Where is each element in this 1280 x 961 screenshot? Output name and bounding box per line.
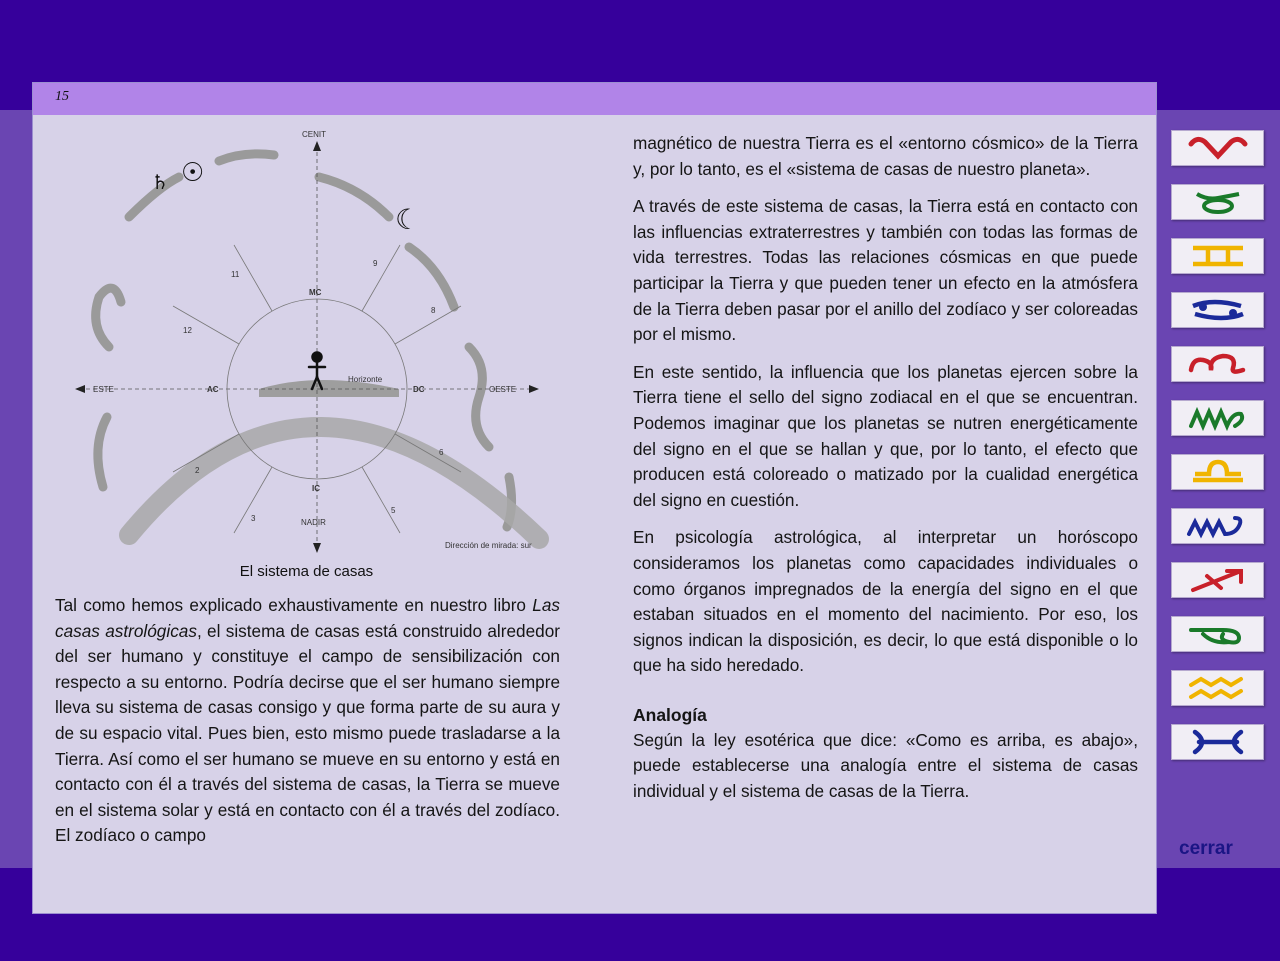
leo-button[interactable] <box>1171 346 1264 382</box>
house-label-11: 11 <box>231 270 240 279</box>
right-paragraph-5: Según la ley esotérica que dice: «Como es arriba, es abajo», puede establecerse una analogía entre el sistema de casas individual y el sistema de casas de la Tierra. <box>633 729 1138 802</box>
label-nadir: NADIR <box>301 518 326 527</box>
sun-icon: ☉ <box>181 158 205 188</box>
saturn-icon: ♄ <box>151 170 169 194</box>
sagittarius-button[interactable] <box>1171 562 1264 598</box>
right-paragraph-4: En psicología astrológica, al interpretar un horóscopo consideramos los planetas como capacidades individuales o como órganos impregnados de la energía del signo en el que estaban situados en el momento del nacimiento. Por eso, los signos indican la disposición, es decir, lo que está disponible o lo que ha sido heredado. <box>633 527 1138 676</box>
analogia-heading: Analogía <box>633 704 707 725</box>
house-label-12: 12 <box>183 326 192 335</box>
label-dc: DC <box>413 385 425 394</box>
cenit-arrow <box>313 141 321 151</box>
label-direccion: Dirección de mirada: sur <box>445 541 532 550</box>
capricorn-icon <box>1183 620 1253 648</box>
capricorn-button[interactable] <box>1171 616 1264 652</box>
house-label-3: 3 <box>251 514 256 523</box>
house-label-5: 5 <box>391 506 396 515</box>
libra-icon <box>1183 458 1253 486</box>
aquarius-icon <box>1183 674 1253 702</box>
right-column <box>633 131 1138 817</box>
aries-icon <box>1183 134 1253 162</box>
virgo-button[interactable] <box>1171 400 1264 436</box>
book-title: Las casas astrológicas <box>55 595 560 641</box>
label-este: ESTE <box>93 385 114 394</box>
libra-button[interactable] <box>1171 454 1264 490</box>
label-ic: IC <box>312 484 320 493</box>
label-oeste: OESTE <box>489 385 517 394</box>
right-paragraph-2: A través de este sistema de casas, la Tierra está en contacto con las influencias extraterrestres y también con todas las formas de vida terrestres. Todas las relaciones cósmicas en que puede participar la Tierra y que pueden tener un efecto en la atmósfera de la Tierra deben pasar por el anillo del zodíaco y ser coloreadas por el mismo. <box>633 196 1138 345</box>
scorpio-icon <box>1183 512 1253 540</box>
pisces-icon <box>1183 728 1253 756</box>
page-header <box>33 83 1156 115</box>
figure-caption: El sistema de casas <box>239 563 374 580</box>
house-label-9: 9 <box>373 259 378 268</box>
taurus-button[interactable] <box>1171 184 1264 220</box>
book-page <box>32 82 1157 914</box>
left-column <box>55 593 560 861</box>
right-paragraph-1: magnético de nuestra Tierra es el «entorno cósmico» de la Tierra y, por lo tanto, es el «sistema de casas de nuestro planeta». <box>633 133 1138 179</box>
pisces-button[interactable] <box>1171 724 1264 760</box>
este-arrow <box>75 385 85 393</box>
house-label-6: 6 <box>439 448 444 457</box>
left-paragraph-start: Tal como hemos explicado exhaustivamente en nuestro libro <box>55 595 533 615</box>
zodiac-navigation <box>1157 110 1280 868</box>
gemini-button[interactable] <box>1171 238 1264 274</box>
label-horizonte: Horizonte <box>348 375 383 384</box>
cancer-icon <box>1183 296 1253 324</box>
page-number: 15 <box>55 89 69 104</box>
leo-icon <box>1183 350 1253 378</box>
house-label-2: 2 <box>195 466 200 475</box>
scorpio-button[interactable] <box>1171 508 1264 544</box>
nadir-arrow <box>313 543 321 553</box>
left-paragraph <box>55 593 560 849</box>
gemini-icon <box>1183 242 1253 270</box>
house-system-diagram <box>69 127 549 559</box>
left-paragraph-end: , el sistema de casas está construido alrededor del ser humano y constituye el campo de sensibilización con respecto a su entorno. Podría decirse que el ser humano siempre lleva su sistema de casas consigo y que forma parte de su aura y de su espacio vital. Pues bien, esto mismo puede trasladarse a la Tierra. Así como el ser humano se mueve en su entorno y está en contacto con él a través del sistema de casas, la Tierra se mueve en el sistema solar y está en contacto con él a través del zodíaco. El zodíaco o campo <box>55 620 560 846</box>
taurus-icon <box>1183 188 1253 216</box>
earth-arc <box>129 427 539 539</box>
aquarius-button[interactable] <box>1171 670 1264 706</box>
aries-button[interactable] <box>1171 130 1264 166</box>
right-paragraph-3: En este sentido, la influencia que los planetas ejercen sobre la Tierra tiene el sello del signo zodiacal en el que se encuentran. Podemos imaginar que los planetas se nutren energéticamente del signo en el que se hallan y que, por lo tanto, el efecto que producen está coloreado o matizado por la cualidad energética del signo en cuestión. <box>633 361 1138 510</box>
cancer-button[interactable] <box>1171 292 1264 328</box>
close-button[interactable]: cerrar <box>1179 838 1233 859</box>
sagittarius-icon <box>1183 566 1253 594</box>
oeste-arrow <box>529 385 539 393</box>
label-ac: AC <box>207 385 219 394</box>
moon-icon: ☾ <box>395 203 421 236</box>
label-mc: MC <box>309 288 322 297</box>
virgo-icon <box>1183 404 1253 432</box>
label-cenit: CENIT <box>302 130 326 139</box>
house-label-8: 8 <box>431 306 436 315</box>
